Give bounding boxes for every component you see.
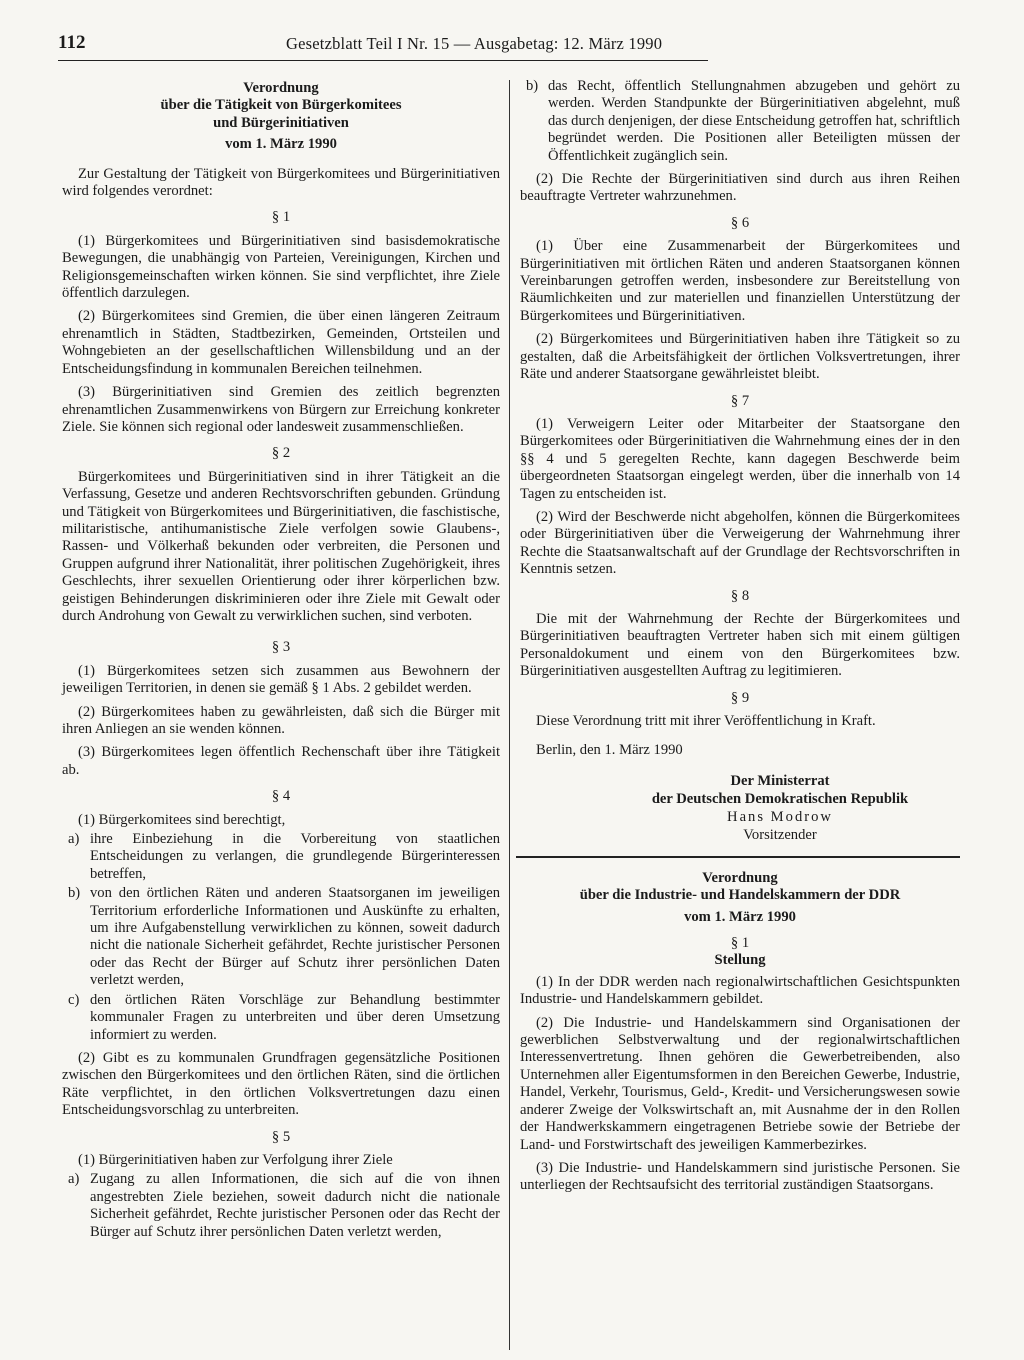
paragraph: (2) Bürgerkomitees haben zu gewährleisten, daß sich die Bürger mit ihren Anliegen an sie wenden können.: [62, 703, 500, 737]
list-item: [62, 831, 500, 883]
signatory-role: Vorsitzender: [743, 826, 817, 843]
paragraph: (2) Die Rechte der Bürgerinitiativen sind durch aus ihren Reihen beauftragte Vertreter wahrzunehmen.: [520, 171, 960, 205]
signature-block: [600, 772, 960, 844]
doc1-title-line: Verordnung: [243, 80, 319, 96]
paragraph: (1) Verweigern Leiter oder Mitarbeiter der Staatsorgane den Bürgerkomitees oder Bürgerinitiativen die Wahrnehmung eines der in den §§ 4 und 5 geregelten Rechte, kann dagegen Beschwerde beim übergeordneten Staatsorgan eingelegt werden, über die innerhalb von 14 Tagen zu entscheiden ist.: [520, 415, 960, 502]
page-number: 112: [58, 32, 86, 53]
list-key: a): [68, 831, 80, 848]
paragraph: Diese Verordnung tritt mit ihrer Veröffentlichung in Kraft.: [536, 713, 876, 729]
section-heading: § 1: [271, 209, 291, 226]
list-item: [62, 992, 500, 1044]
doc2-title-line: über die Industrie- und Handelskammern der DDR: [579, 887, 901, 904]
list-text: das Recht, öffentlich Stellungnahmen abzugeben und gehört zu werden. Werden Standpunkte der Bürgerinitiativen abgelehnt, muß das durch denjenigen, der diese Entscheidung getroffen hat, schriftlich begründet werden. Die Positionen aller Beteiligten müssen der Öffentlichkeit zugänglich sein.: [548, 78, 960, 164]
doc1-date: vom 1. März 1990: [225, 136, 337, 153]
list-item: [520, 78, 960, 165]
paragraph: (2) Gibt es zu kommunalen Grundfragen gegensätzliche Positionen zwischen den Bürgerkomitees und den örtlichen Räten, sind die örtlichen Räte verpflichtet, in den örtlichen Volksvertretungen dazu einen Entscheidungsvorschlag zu unterbreiten.: [62, 1049, 500, 1119]
section-subheading: Stellung: [714, 952, 766, 969]
list-key: c): [68, 991, 80, 1008]
paragraph: (1) Bürgerinitiativen haben zur Verfolgung ihrer Ziele: [78, 1151, 393, 1168]
column-divider: [509, 80, 510, 1350]
section-heading: § 4: [271, 788, 291, 805]
paragraph: (1) Bürgerkomitees sind berechtigt,: [78, 811, 286, 828]
paragraph: (2) Bürgerkomitees sind Gremien, die über einen längeren Zeitraum ehrenamtlich in Städten, Stadtbezirken, Gemeinden, Ortsteilen und Wohngebieten an der gesellschaftlichen Willensbildung und an der Entscheidungsfindung in kommunalen Bereichen teilnehmen.: [62, 308, 500, 377]
document-separator: [516, 856, 960, 858]
doc1-preamble: Zur Gestaltung der Tätigkeit von Bürgerkomitees und Bürgerinitiativen wird folgendes verordnet:: [62, 165, 500, 200]
list-key: b): [68, 885, 81, 902]
paragraph: (3) Bürgerinitiativen sind Gremien des zeitlich begrenzten ehrenamtlichen Zusammenwirkens von Bürgern zur Erreichung konkreter Ziele. Sie können sich regional oder landesweit zusammenschließen.: [62, 384, 500, 435]
gazette-title: Gesetzblatt Teil I Nr. 15 — Ausgabetag: 12. März 1990: [286, 34, 663, 53]
section-heading: § 3: [271, 639, 291, 656]
paragraph: (1) Bürgerkomitees und Bürgerinitiativen sind basisdemokratische Bewegungen, die unabhängig von Parteien, Vereinigungen, Kirchen und Religionsgemeinschaften wirken können. Sie sind verpflichtet, ihre Ziele öffentlich darzulegen.: [62, 232, 500, 302]
doc1-title-line: und Bürgerinitiativen: [213, 114, 349, 131]
paragraph: (3) Bürgerkomitees legen öffentlich Rechenschaft über ihre Tätigkeit ab.: [62, 744, 500, 778]
list-text: von den örtlichen Räten und anderen Staatsorganen im jeweiligen Territorium erforderliche Informationen und Auskünfte zu erhalten, um ihre Aufgabenstellung verwirklichen zu können, soweit dadurch nicht die nationale Sicherheit gefährdet, Rechte juristischer Personen oder das Recht der Bürger auf Schutz ihrer persönlichen Daten verletzt werden,: [90, 885, 500, 989]
running-header: [58, 30, 708, 61]
list-item: [62, 1171, 500, 1241]
list-key: b): [526, 78, 539, 94]
paragraph: (1) Über eine Zusammenarbeit der Bürgerkomitees und Bürgerinitiativen mit örtlichen Räten und anderen Staatsorganen können Vereinbarungen getroffen werden, insbesondere zur Bereitstellung von Räumlichkeiten und zur materiellen und finanziellen Unterstützung der Bürgerkomitees und Bürgerinitiativen.: [520, 238, 960, 324]
doc2-title: [520, 870, 960, 905]
list-text: ihre Einbeziehung in die Vorbereitung von staatlichen Entscheidungen zu verlangen, die grundlegende Bürgerinteressen betreffen,: [90, 831, 500, 882]
signatory-name: Hans Modrow: [727, 808, 833, 825]
signature-line: der Deutschen Demokratischen Republik: [651, 790, 909, 807]
paragraph: Die mit der Wahrnehmung der Rechte der Bürgerkomitees und Bürgerinitiativen beauftragten Vertreter haben sich mit einem gültigen Personaldokument und einem von den Bürgerkomitees bzw. Bürgerinitiativen ausgestellten Auftrag zu legitimieren.: [520, 610, 960, 680]
signature-line: Der Ministerrat: [730, 772, 830, 789]
paragraph: (1) In der DDR werden nach regionalwirtschaftlichen Gesichtspunkten Industrie- und Handelskammern gebildet.: [520, 973, 960, 1008]
list-text: Zugang zu allen Informationen, die sich auf die von ihnen angestrebten Ziele beziehen, soweit dadurch nicht die nationale Sicherheit gefährdet, Rechte juristischer Personen oder das Recht der Bürger auf Schutz ihrer persönlichen Daten verletzt werden,: [90, 1171, 500, 1240]
section-heading: § 5: [271, 1128, 291, 1145]
paragraph: (2) Wird der Beschwerde nicht abgeholfen, können die Bürgerkomitees oder Bürgerinitiativen über die Verweigerung der Wahrnehmung ihrer Rechte die Staatsanwaltschaft auf der Grundlage der Rechtsvorschriften in Kenntnis setzen.: [520, 508, 960, 578]
list-text: den örtlichen Räten Vorschläge zur Behandlung bestimmter kommunaler Fragen zu unterbreiten und über deren Umsetzung informiert zu werden.: [90, 991, 500, 1043]
paragraph: (3) Die Industrie- und Handelskammern sind juristische Personen. Sie unterliegen der Rechtsaufsicht des territorial zuständigen Staatsorgans.: [520, 1159, 960, 1194]
paragraph: Bürgerkomitees und Bürgerinitiativen sind in ihrer Tätigkeit an die Verfassung, Gesetze und anderen Rechtsvorschriften gebunden. Gründung und Tätigkeit von Bürgerkomitees und Bürgerinitiativen, die faschistische, militaristische, antihumanistische Ziele verfolgen sowie Glaubens-, Rassen- und Völkerhaß bekunden oder verbreiten, die Personen und Gruppen aufgrund ihrer Nationalität, ihrer politischen Zugehörigkeit, ihres Geschlechts, ihrer sexuellen Orientierung oder ihrer körperlichen bzw. geistigen Behinderungen diskriminieren oder ihre Ziele mit Gewalt oder durch Androhung von Gewalt zu verwirklichen suchen, sind verboten.: [62, 468, 500, 624]
section-heading: § 6: [730, 214, 750, 231]
right-column: [520, 78, 960, 1201]
doc2-date: vom 1. März 1990: [684, 908, 796, 925]
left-column: [62, 80, 500, 1243]
section-heading: § 8: [730, 587, 750, 604]
paragraph: (2) Bürgerkomitees und Bürgerinitiativen haben ihre Tätigkeit so zu gestalten, daß die Arbeitsfähigkeit der örtlichen Volksvertretungen, ihrer Räte und anderer Staatsorgane gewährleistet bleibt.: [520, 331, 960, 383]
paragraph: (1) Bürgerkomitees setzen sich zusammen aus Bewohnern der jeweiligen Territorien, in denen sie gemäß § 1 Abs. 2 gebildet werden.: [62, 662, 500, 697]
list-item: [62, 885, 500, 989]
section-heading: § 2: [271, 445, 291, 462]
section-heading: § 1: [730, 935, 750, 952]
doc1-title-line: über die Tätigkeit von Bürgerkomitees: [160, 97, 402, 114]
section-heading: § 9: [730, 689, 750, 706]
place-date: Berlin, den 1. März 1990: [536, 742, 683, 759]
section-heading: § 7: [730, 392, 750, 409]
paragraph: (2) Die Industrie- und Handelskammern sind Organisationen der gewerblichen Selbstverwaltung und der regionalwirtschaftlichen Interessenvertretung. Ihnen gehören die Gewerbetreibenden, also Unternehmen aller Eigentumsformen in den Bereichen Gewerbe, Industrie, Handel, Verkehr, Tourismus, Geld-, Kredit- und Versicherungswesen sowie anderer Zweige der Volkswirtschaft an, mit Ausnahme der in den Rollen der Handwerkskammern eingetragenen Betriebe sowie der Betriebe der Land- und Forstwirtschaft des jeweiligen Kammerbezirkes.: [520, 1014, 960, 1153]
doc2-title-line: Verordnung: [702, 869, 778, 886]
doc1-title: [62, 80, 500, 132]
list-key: a): [68, 1171, 80, 1188]
